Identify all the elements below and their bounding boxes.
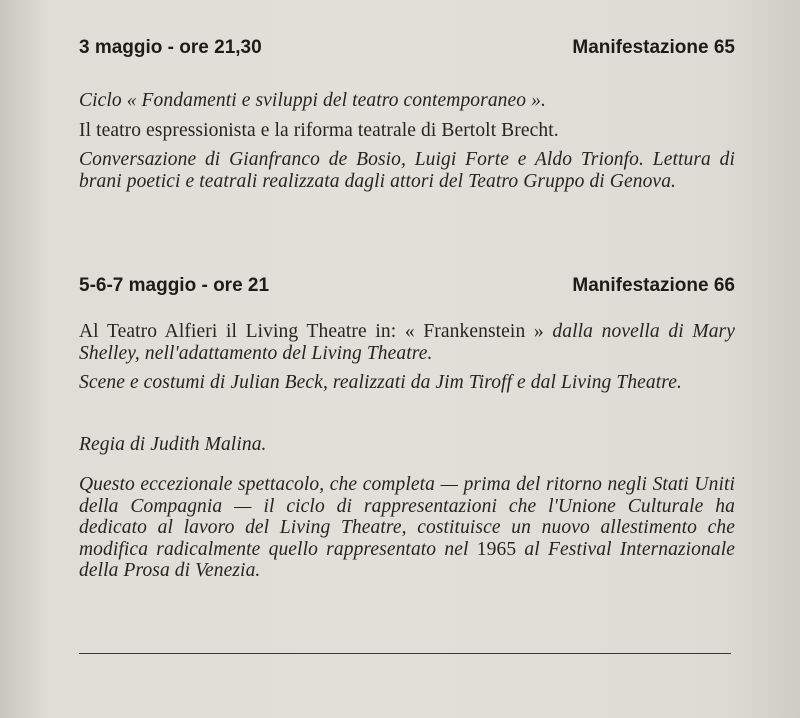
event-description [79,474,735,582]
event-talk: Conversazione di Gianfranco de Bosio, Luigi Forte e Aldo Trionfo. Lettura di brani poetici e teatrali realizzata dagli attori del Teatro Gruppo di Genova. [79,149,735,192]
event-header-66 [75,271,735,301]
event-number: Manifestazione 66 [572,275,735,296]
event-scenes: Scene e costumi di Julian Beck, realizzati da Jim Tiroff e dal Living Theatre. [79,372,682,393]
event-date: 3 maggio - ore 21,30 [79,37,262,58]
event-date: 5-6-7 maggio - ore 21 [79,275,270,296]
cycle-line: Ciclo « Fondamenti e sviluppi del teatro contemporaneo ». [79,90,546,111]
divider-line [79,653,731,654]
intro-source: dalla novella di Mary Shelley, nell'adattamento del Living Theatre. [79,321,735,364]
event-number: Manifestazione 65 [572,37,735,58]
event-subject: Il teatro espressionista e la riforma teatrale di Bertolt Brecht. [79,120,559,141]
event-header-65 [75,33,735,63]
description-year: 1965 [476,538,517,560]
intro-venue: Al Teatro Alfieri il Living Theatre in: « Frankenstein » [79,321,544,342]
event-intro [79,321,735,364]
description-text: Questo eccezionale spettacolo, che completa — prima del ritorno negli Stati Uniti della Compagnia — il ciclo di rappresentazioni che l'Unione Culturale ha dedicato al lavoro del Living Theatre, costituisce un nuovo allestimento che modifica radicalmente quello rappresentato nel [79,474,735,560]
event-direction: Regia di Judith Malina. [79,434,267,455]
description-end: al Festival Internazionale della Prosa di Venezia. [79,538,735,581]
